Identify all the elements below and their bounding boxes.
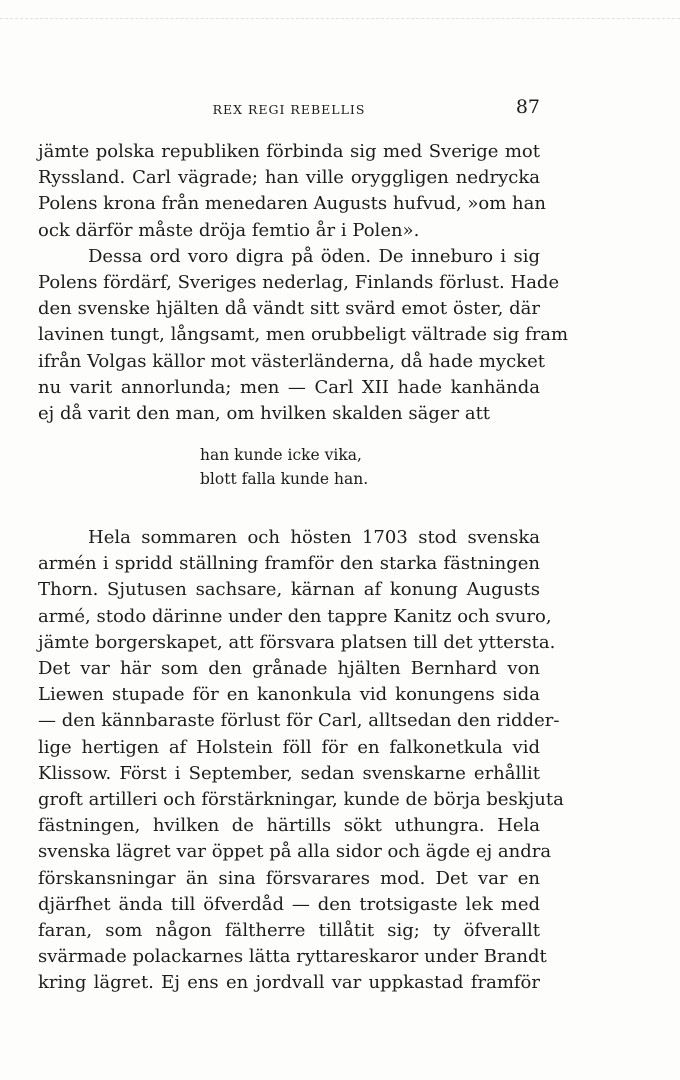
text-line: armén i spridd ställning framför den starka fästningen (38, 553, 540, 575)
text-line: Hela sommaren och hösten 1703 stod svenska (88, 527, 540, 549)
text-line: ock därför måste dröja femtio år i Polen». (38, 219, 420, 241)
text-line: lavinen tungt, långsamt, men orubbeligt vältrade sig fram (38, 324, 569, 346)
running-title: REX REGI REBELLIS (212, 102, 366, 117)
page-header (38, 96, 540, 122)
text-line: Dessa ord voro digra på öden. De inneburo i sig (88, 245, 540, 267)
text-line: armé, stodo därinne under den tappre Kanitz och svuro, (38, 605, 552, 627)
text-line: Ryssland. Carl vägrade; han ville oryggligen nedrycka (38, 167, 540, 189)
text-line: — den kännbaraste förlust för Carl, alltsedan den ridder- (38, 710, 560, 732)
body-text (38, 139, 569, 996)
text-line: den svenske hjälten då vändt sitt svärd emot öster, där (38, 298, 540, 320)
text-line: ifrån Volgas källor mot västerländerna, då hade mycket (38, 350, 545, 372)
text-line: Polens krona från menedaren Augusts hufvud, »om han (38, 193, 546, 215)
text-line: Klissow. Först i September, sedan svenskarne erhållit (38, 762, 540, 784)
paragraph-1 (38, 139, 546, 244)
text-line: ej då varit den man, om hvilken skalden säger att (38, 402, 491, 424)
text-line: groft artilleri och förstärkningar, kunde de börja beskjuta (38, 788, 564, 810)
text-line: Thorn. Sjutusen sachsare, kärnan af konung Augusts (38, 579, 540, 601)
paragraph-2 (38, 244, 569, 427)
text-line: jämte borgerskapet, att försvara platsen till det yttersta. (38, 631, 556, 653)
verse-line: han kunde icke vika, (200, 446, 362, 465)
text-line: svärmade polackarnes lätta ryttareskaror under Brandt (38, 946, 547, 968)
text-line: nu varit annorlunda; men — Carl XII hade kanhända (38, 376, 540, 398)
text-line: svenska lägret var öppet på alla sidor och ägde ej andra (38, 841, 552, 863)
text-line: fästningen, hvilken de härtills sökt uthungra. Hela (38, 815, 540, 837)
scan-edge-artifact (0, 18, 680, 21)
text-line: Liewen stupade för en kanonkula vid konungens sida (38, 684, 540, 706)
text-line: lige hertigen af Holstein föll för en falkonetkula vid (38, 736, 540, 758)
text-line: Det var här som den grånade hjälten Bernhard von (38, 658, 540, 679)
verse-line: blott falla kunde han. (200, 470, 369, 489)
text-line: kring lägret. Ej ens en jordvall var uppkastad framför (38, 972, 540, 994)
text-line: faran, som någon fältherre tillåtit sig; ty öfverallt (38, 919, 540, 941)
text-line: djärfhet ända till öfverdåd — den trotsigaste lek med (38, 893, 540, 915)
page-number: 87 (515, 96, 540, 118)
text-line: Polens fördärf, Sveriges nederlag, Finlands förlust. Hade (38, 271, 560, 293)
text-line: förskansningar än sina försvarares mod. Det var en (38, 867, 540, 889)
text-line: jämte polska republiken förbinda sig med Sverige mot (38, 141, 540, 162)
verse-quote (200, 443, 540, 491)
paragraph-3 (38, 525, 564, 996)
